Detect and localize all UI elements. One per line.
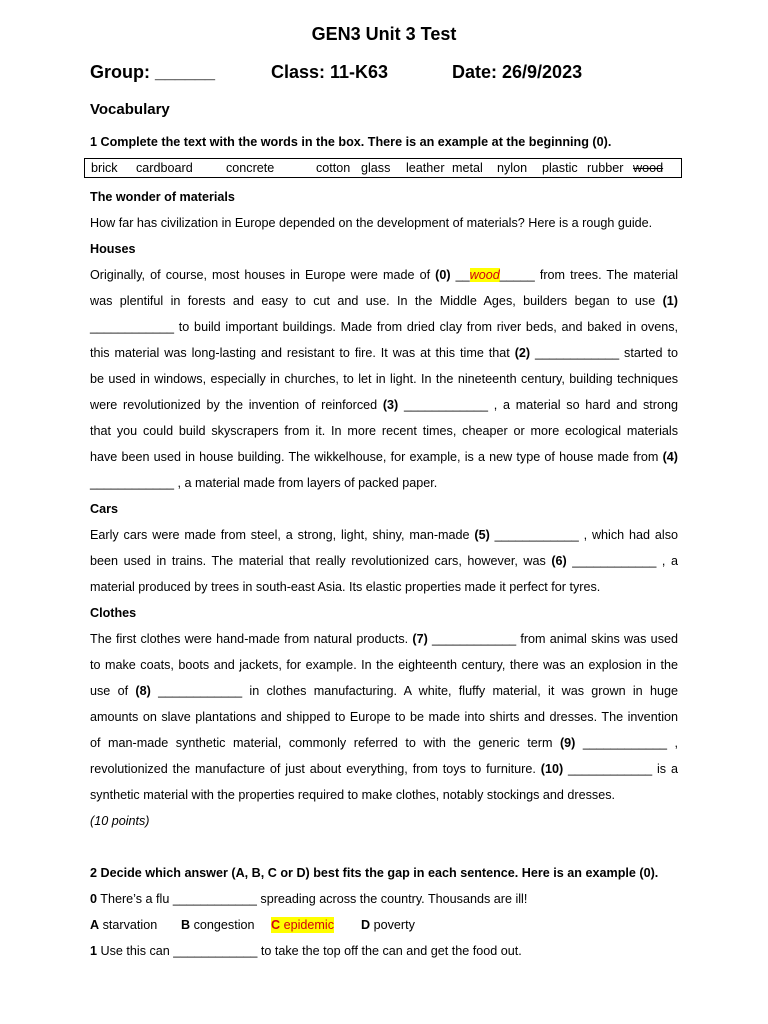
gap-number: (6) xyxy=(551,554,567,568)
word-metal: metal xyxy=(452,161,483,175)
houses-line-2: was plentiful in forests and easy to cut and use. In the Middle Ages, builders began to use (1) xyxy=(90,294,678,308)
gap-number: (5) xyxy=(474,528,490,542)
houses-line-5: be used in windows, especially in churches, to let in light. In the nineteenth century, building techniques xyxy=(90,372,678,386)
gap-number: (2) xyxy=(514,346,531,360)
vocabulary-heading: Vocabulary xyxy=(90,101,170,118)
houses-line-1: Originally, of course, most houses in Europe were made of (0) __wood_____ from trees. The material xyxy=(90,268,678,282)
exercise2-instruction: 2 Decide which answer (A, B, C or D) best fits the gap in each sentence. Here is an example (0). xyxy=(90,866,659,880)
gap-number: (8) xyxy=(135,684,151,698)
word-cardboard: cardboard xyxy=(136,161,193,175)
question-1: 1 Use this can ____________ to take the top off the can and get the food out. xyxy=(90,944,522,958)
word-glass: glass xyxy=(361,161,391,175)
word-nylon: nylon xyxy=(497,161,528,175)
group-field: Group: ______ xyxy=(90,62,216,82)
word-brick: brick xyxy=(91,161,118,175)
houses-line-9: ____________ , a material made from layers of packed paper. xyxy=(90,476,438,490)
gap-number: (4) xyxy=(662,450,678,464)
word-rubber: rubber xyxy=(587,161,624,175)
question-number: 1 xyxy=(90,944,98,958)
option-d: D poverty xyxy=(361,918,415,932)
gap-number: (1) xyxy=(662,294,678,308)
houses-line-3: ____________ to build important buildings. Made from dried clay from river beds, and baked in ovens, xyxy=(90,320,678,334)
option-b: B congestion xyxy=(181,918,255,932)
cars-line-3: material produced by trees in south-east Asia. Its elastic properties made it perfect for tyres. xyxy=(90,580,601,594)
option-c-correct: C epidemic xyxy=(271,918,335,932)
word-box xyxy=(84,158,682,178)
houses-line-8: have been used in house building. The wikkelhouse, for example, is a new type of house made from (4) xyxy=(90,450,678,464)
class-label: Class: 11-K63 xyxy=(271,62,389,82)
question-0: 0 There’s a flu ____________ spreading across the country. Thousands are ill! xyxy=(90,892,528,906)
question-number: 0 xyxy=(90,892,98,906)
cars-heading: Cars xyxy=(90,502,119,516)
clothes-line-6: revolutionized the manufacture of just about everything, from toys to furniture. (10) ____________ is a xyxy=(90,762,678,776)
page-title: GEN3 Unit 3 Test xyxy=(311,24,457,44)
word-wood-crossed: wood xyxy=(633,161,664,175)
clothes-heading: Clothes xyxy=(90,606,137,620)
cars-line-2: been used in trains. The material that really revolutionized cars, however, was (6) ____________ , a xyxy=(90,554,678,568)
gap-number: (10) xyxy=(540,762,564,776)
clothes-line-7: synthetic material with the properties required to make clothes, notably stockings and dresses. xyxy=(90,788,616,802)
word-leather: leather xyxy=(406,161,445,175)
houses-line-6: were revolutionized by the invention of reinforced (3) ____________ , a material so hard and strong xyxy=(90,398,678,412)
houses-heading: Houses xyxy=(90,242,136,256)
option-a: A starvation xyxy=(90,918,158,932)
clothes-line-5: of man-made synthetic material, commonly referred to with the generic term (9) ____________ , xyxy=(90,736,678,750)
points-label: (10 points) xyxy=(90,814,150,828)
intro-text: How far has civilization in Europe depended on the development of materials? Here is a rough guide. xyxy=(90,216,653,230)
clothes-line-4: amounts on slave plantations and shipped to Europe to be made into shirts and dresses. The invention xyxy=(90,710,678,724)
gap-number: (3) xyxy=(382,398,399,412)
word-cotton: cotton xyxy=(316,161,351,175)
example-answer: wood xyxy=(469,268,500,282)
gap-number: (9) xyxy=(559,736,576,750)
gap-number: (0) xyxy=(435,268,451,282)
clothes-line-3: use of (8) ____________ in clothes manufacturing. A white, fluffy material, it was grown in huge xyxy=(90,684,678,698)
cars-line-1: Early cars were made from steel, a strong, light, shiny, man-made (5) ____________ , which had also xyxy=(90,528,678,542)
houses-line-4: this material was long-lasting and resistant to fire. It was at this time that (2) ____________ started to xyxy=(90,346,678,360)
exercise1-instruction: 1 Complete the text with the words in the box. There is an example at the beginning (0). xyxy=(90,135,612,149)
word-concrete: concrete xyxy=(226,161,275,175)
date-label: Date: 26/9/2023 xyxy=(452,62,583,82)
text-title: The wonder of materials xyxy=(90,190,235,204)
word-plastic: plastic xyxy=(542,161,578,175)
clothes-line-1: The first clothes were hand-made from natural products. (7) ____________ from animal skins was used xyxy=(90,632,678,646)
houses-line-7: that you could build skyscrapers from it. In more recent times, cheaper or more ecological materials xyxy=(90,424,678,438)
clothes-line-2: to make coats, boots and jackets, for example. In the eighteenth century, there was an explosion in the xyxy=(90,658,678,672)
gap-number: (7) xyxy=(412,632,428,646)
